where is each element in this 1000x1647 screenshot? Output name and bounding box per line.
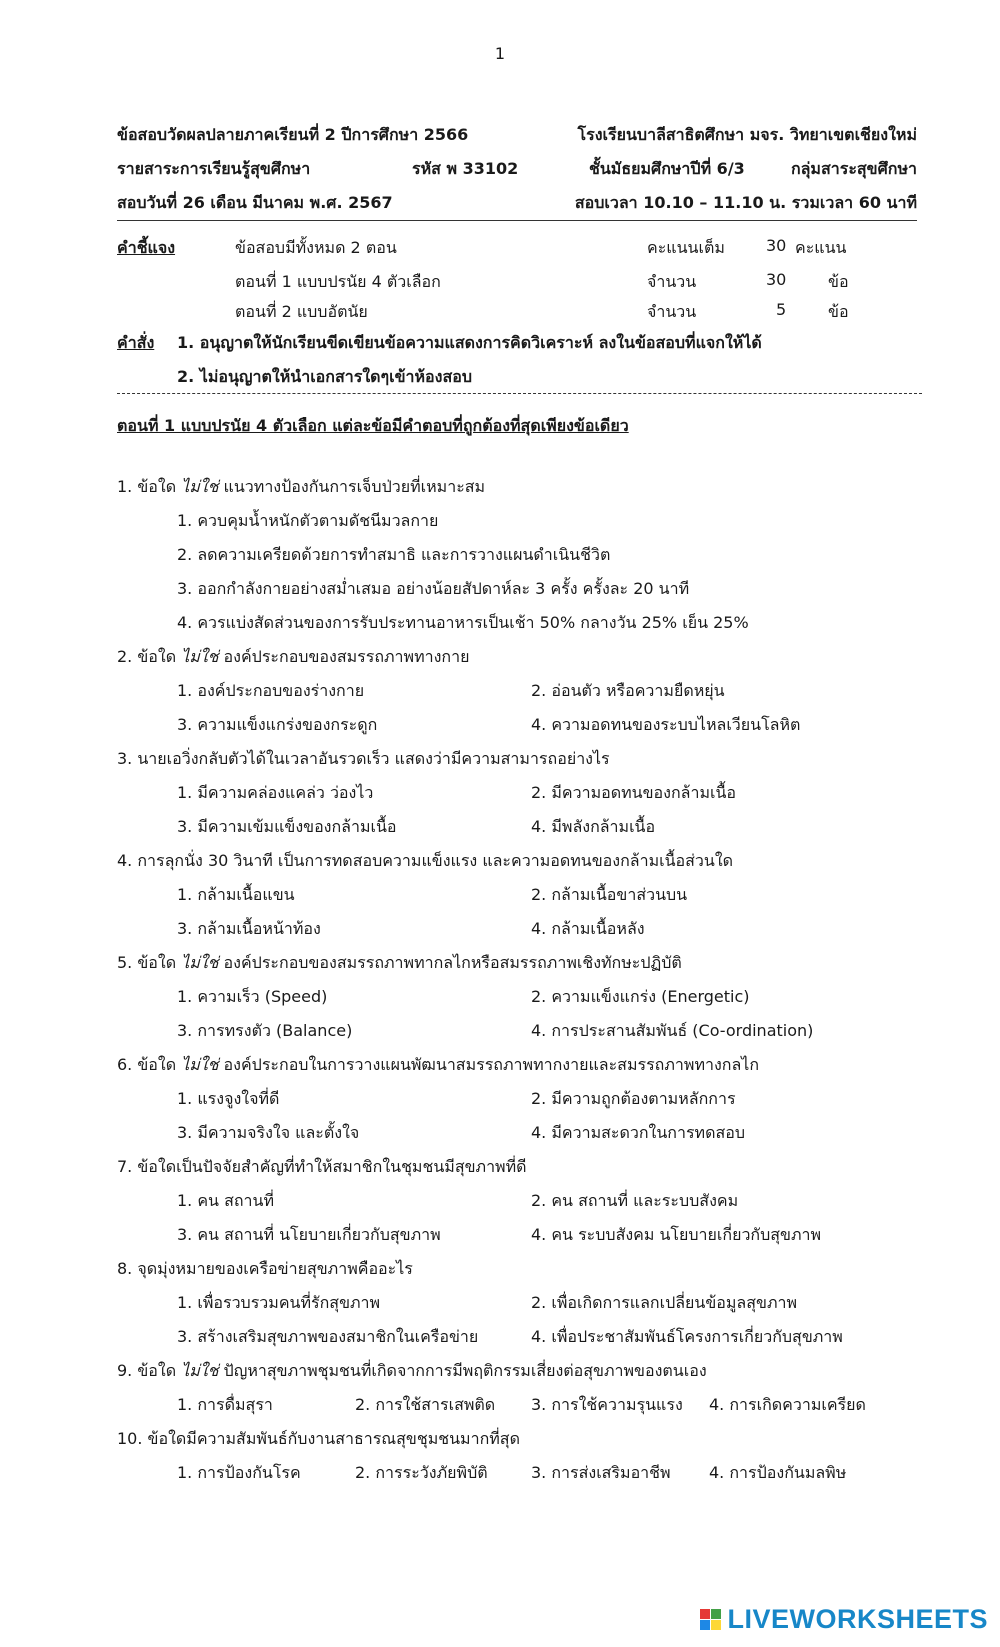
logo-square	[711, 1609, 721, 1619]
header-divider	[117, 220, 917, 221]
answer-option: 1. การดื่มสุรา	[177, 1395, 273, 1414]
question-text: ปัญหาสุขภาพชุมชนที่เกิดจากการมีพฤติกรรมเสี่ยงต่อสุขภาพของตนเอง	[218, 1361, 707, 1380]
instruction-unit: ข้อ	[828, 302, 849, 321]
answer-option: 4. คน ระบบสังคม นโยบายเกี่ยวกับสุขภาพ	[531, 1225, 822, 1244]
answer-option: 1. องค์ประกอบของร่างกาย	[177, 681, 365, 700]
answer-option: 3. กล้ามเนื้อหน้าท้อง	[177, 919, 321, 938]
answer-option: 3. มีความเข้มแข็งของกล้ามเนื้อ	[177, 817, 397, 836]
instruction-kind: จำนวน	[647, 302, 697, 321]
instruction-kind: จำนวน	[647, 272, 697, 291]
answer-option: 2. กล้ามเนื้อขาส่วนบน	[531, 885, 688, 904]
answer-option: 4. กล้ามเนื้อหลัง	[531, 919, 645, 938]
question-emphasis: ไม่ใช่	[181, 953, 219, 972]
exam-time: สอบเวลา 10.10 – 11.10 น. รวมเวลา 60 นาที	[574, 193, 917, 212]
question-text: 3. นายเอวิ่งกลับตัวได้ในเวลาอันรวดเร็ว แสดงว่ามีความสามารถอย่างไร	[117, 749, 610, 768]
logo-square	[700, 1609, 710, 1619]
answer-option: 1. ควบคุมน้ำหนักตัวตามดัชนีมวลกาย	[177, 511, 439, 530]
instruction-unit: ข้อ	[828, 272, 849, 291]
answer-option: 2. มีความถูกต้องตามหลักการ	[531, 1089, 736, 1108]
subject-name: รายสาระการเรียนรู้สุขศึกษา	[117, 159, 311, 178]
question-text: 1. ข้อใด	[117, 477, 182, 496]
answer-option: 2. อ่อนตัว หรือความยืดหยุ่น	[531, 681, 725, 700]
answer-option: 3. ออกกำลังกายอย่างสม่ำเสมอ อย่างน้อยสัปดาห์ละ 3 ครั้ง ครั้งละ 20 นาที	[177, 579, 690, 598]
logo-square	[711, 1620, 721, 1630]
subject-group: กลุ่มสาระสุขศึกษา	[790, 159, 917, 178]
orders-label: คำสั่ง	[117, 333, 155, 352]
answer-option: 3. สร้างเสริมสุขภาพของสมาชิกในเครือข่าย	[177, 1327, 479, 1346]
answer-option: 4. การป้องกันมลพิษ	[709, 1463, 847, 1482]
question-stem	[117, 475, 485, 500]
instruction-num: 30	[766, 270, 787, 289]
instructions-label: คำชี้แจง	[117, 238, 176, 257]
instruction-kind: คะแนนเต็ม	[647, 238, 725, 257]
brand-watermark	[700, 1604, 988, 1635]
question-text: องค์ประกอบของสมรรถภาพทางกาย	[218, 647, 470, 666]
answer-option: 3. ความแข็งแกร่งของกระดูก	[177, 715, 378, 734]
answer-option: 3. การส่งเสริมอาชีพ	[531, 1463, 671, 1482]
answer-option: 1. การป้องกันโรค	[177, 1463, 301, 1482]
answer-option: 4. การเกิดความเครียด	[709, 1395, 866, 1414]
answer-option: 3. การใช้ความรุนแรง	[531, 1395, 683, 1414]
question-stem	[117, 1155, 527, 1180]
question-text: 7. ข้อใดเป็นปัจจัยสำคัญที่ทำให้สมาชิกในชุมชนมีสุขภาพที่ดี	[117, 1157, 527, 1176]
instruction-text: ตอนที่ 1 แบบปรนัย 4 ตัวเลือก	[235, 272, 441, 291]
answer-option: 3. คน สถานที่ นโยบายเกี่ยวกับสุขภาพ	[177, 1225, 441, 1244]
question-stem	[117, 1257, 413, 1282]
question-stem	[117, 747, 610, 772]
subject-code: รหัส พ 33102	[412, 159, 519, 178]
answer-option: 1. ความเร็ว (Speed)	[177, 987, 328, 1006]
exam-date: สอบวันที่ 26 เดือน มีนาคม พ.ศ. 2567	[117, 193, 393, 212]
question-text: 10. ข้อใดมีความสัมพันธ์กับงานสาธารณสุขชุมชนมากที่สุด	[117, 1429, 520, 1448]
answer-option: 4. มีความสะดวกในการทดสอบ	[531, 1123, 746, 1142]
exam-title: ข้อสอบวัดผลปลายภาคเรียนที่ 2 ปีการศึกษา 2566	[117, 125, 469, 144]
answer-option: 3. มีความจริงใจ และตั้งใจ	[177, 1123, 360, 1142]
question-text: องค์ประกอบของสมรรถภาพทากลไกหรือสมรรถภาพเชิงทักษะปฏิบัติ	[218, 953, 682, 972]
answer-option: 2. ลดความเครียดด้วยการทำสมาธิ และการวางแผนดำเนินชีวิต	[177, 545, 611, 564]
grade-level: ชั้นมัธยมศึกษาปีที่ 6/3	[589, 159, 745, 178]
school-name: โรงเรียนบาลีสาธิตศึกษา มจร. วิทยาเขตเชียงใหม่	[577, 125, 917, 144]
instruction-text: ตอนที่ 2 แบบอัตนัย	[235, 302, 368, 321]
instruction-unit: คะแนน	[795, 238, 847, 257]
question-text: 8. จุดมุ่งหมายของเครือข่ายสุขภาพคืออะไร	[117, 1259, 413, 1278]
question-text: 2. ข้อใด	[117, 647, 182, 666]
answer-option: 1. คน สถานที่	[177, 1191, 274, 1210]
answer-option: 3. การทรงตัว (Balance)	[177, 1021, 353, 1040]
logo-square	[700, 1620, 710, 1630]
answer-option: 1. กล้ามเนื้อแขน	[177, 885, 295, 904]
question-emphasis: ไม่ใช่	[181, 1055, 219, 1074]
question-stem	[117, 1427, 520, 1452]
answer-option: 1. เพื่อรวบรวมคนที่รักสุขภาพ	[177, 1293, 381, 1312]
order-item: 2. ไม่อนุญาตให้นำเอกสารใดๆเข้าห้องสอบ	[177, 367, 473, 386]
question-text: 6. ข้อใด	[117, 1055, 182, 1074]
section-title: ตอนที่ 1 แบบปรนัย 4 ตัวเลือก แต่ละข้อมีคำตอบที่ถูกต้องที่สุดเพียงข้อเดียว	[117, 416, 629, 435]
question-stem	[117, 951, 682, 976]
answer-option: 4. การประสานสัมพันธ์ (Co-ordination)	[531, 1021, 814, 1040]
instruction-text: ข้อสอบมีทั้งหมด 2 ตอน	[235, 238, 397, 257]
question-text: 4. การลุกนั่ง 30 วินาที เป็นการทดสอบความแข็งแรง และความอดทนของกล้ามเนื้อส่วนใด	[117, 851, 734, 870]
answer-option: 2. ความแข็งแกร่ง (Energetic)	[531, 987, 750, 1006]
question-stem	[117, 1359, 707, 1384]
answer-option: 2. เพื่อเกิดการแลกเปลี่ยนข้อมูลสุขภาพ	[531, 1293, 798, 1312]
section-divider	[117, 393, 922, 394]
question-stem	[117, 849, 733, 874]
liveworksheets-logo-icon	[700, 1609, 721, 1630]
answer-option: 4. ควรแบ่งสัดส่วนของการรับประทานอาหารเป็นเช้า 50% กลางวัน 25% เย็น 25%	[177, 613, 749, 632]
question-text: แนวทางป้องกันการเจ็บป่วยที่เหมาะสม	[218, 477, 486, 496]
question-emphasis: ไม่ใช่	[181, 1361, 219, 1380]
answer-option: 4. เพื่อประชาสัมพันธ์โครงการเกี่ยวกับสุขภาพ	[531, 1327, 843, 1346]
question-emphasis: ไม่ใช่	[181, 477, 219, 496]
question-text: 5. ข้อใด	[117, 953, 182, 972]
answer-option: 2. การระวังภัยพิบัติ	[355, 1463, 488, 1482]
answer-option: 4. ความอดทนของระบบไหลเวียนโลหิต	[531, 715, 801, 734]
question-emphasis: ไม่ใช่	[181, 647, 219, 666]
answer-option: 1. แรงจูงใจที่ดี	[177, 1089, 280, 1108]
answer-option: 1. มีความคล่องแคล่ว ว่องไว	[177, 783, 374, 802]
question-text: 9. ข้อใด	[117, 1361, 182, 1380]
answer-option: 2. มีความอดทนของกล้ามเนื้อ	[531, 783, 736, 802]
brand-text: LIVEWORKSHEETS	[727, 1604, 988, 1634]
answer-option: 2. คน สถานที่ และระบบสังคม	[531, 1191, 739, 1210]
question-stem	[117, 645, 469, 670]
answer-option: 4. มีพลังกล้ามเนื้อ	[531, 817, 656, 836]
answer-option: 2. การใช้สารเสพติด	[355, 1395, 496, 1414]
question-text: องค์ประกอบในการวางแผนพัฒนาสมรรถภาพทากงายและสมรรถภาพทางกลไก	[218, 1055, 760, 1074]
instruction-num: 30	[766, 236, 787, 255]
instruction-num: 5	[776, 300, 787, 319]
question-stem	[117, 1053, 759, 1078]
page-number: 1	[494, 44, 506, 63]
order-item: 1. อนุญาตให้นักเรียนขีดเขียนข้อความแสดงการคิดวิเคราะห์ ลงในข้อสอบที่แจกให้ได้	[177, 333, 762, 352]
